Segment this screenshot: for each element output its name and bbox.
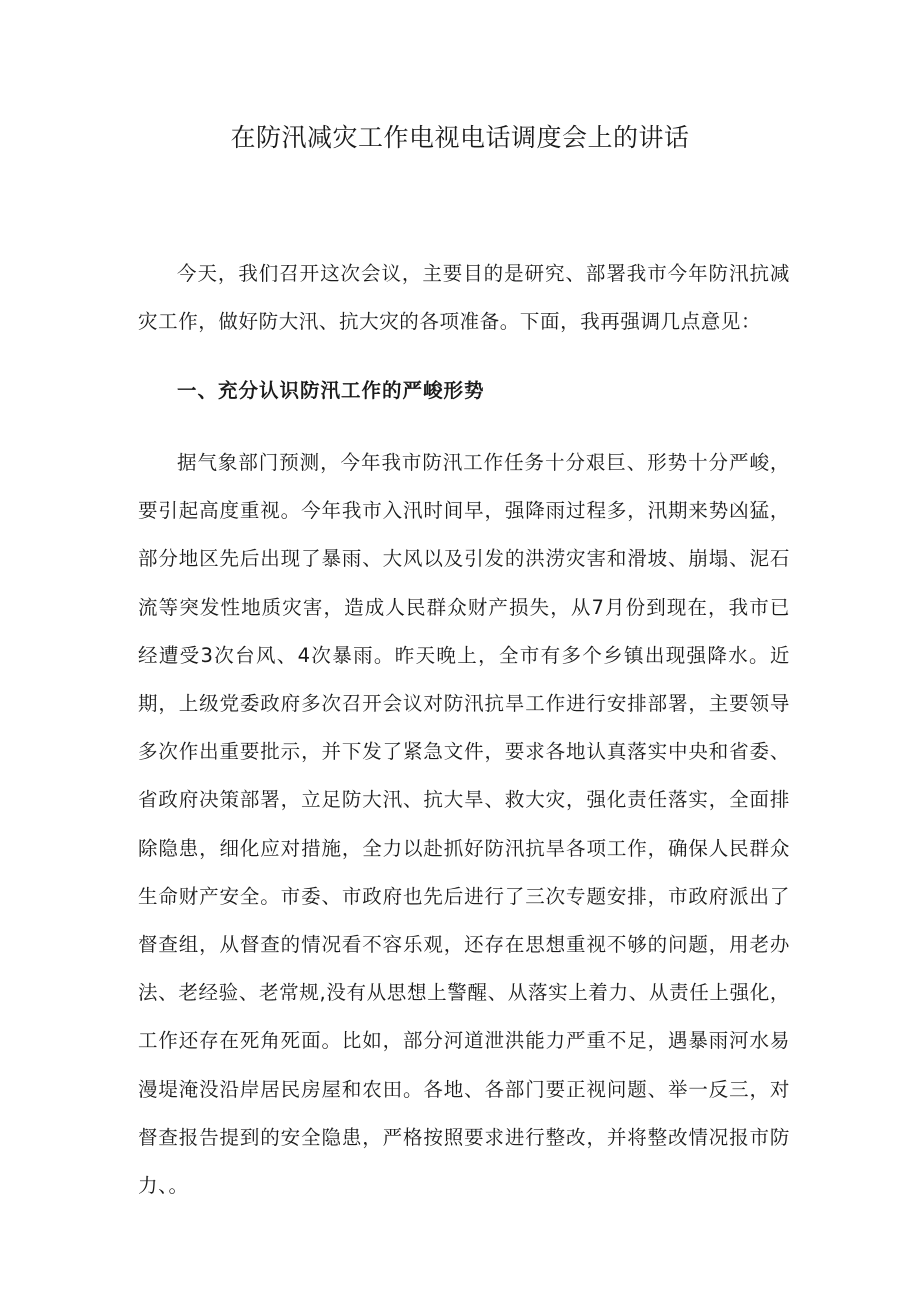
document-title: 在防汛减灾工作电视电话调度会上的讲话 <box>230 123 690 152</box>
section-1-paragraph: 据气象部门预测，今年我市防汛工作任务十分艰巨、形势十分严峻，要引起高度重视。今年我市入汛时间早，强降雨过程多，汛期来势凶猛，部分地区先后出现了暴雨、大风以及引发的洪涝灾害和滑坡、崩塌、泥石流等突发性地质灾害，造成人民群众财产损失，从7月份到现在，我市已经遭受3次台风、4次暴雨。昨天晚上，全市有多个乡镇出现强降水。近期，上级党委政府多次召开会议对防汛抗旱工作进行安排部署，主要领导多次作出重要批示，并下发了紧急文件，要求各地认真落实中央和省委、省政府决策部署，立足防大汛、抗大旱、救大灾，强化责任落实，全面排除隐患，细化应对措施，全力以赴抓好防汛抗旱各项工作，确保人民群众生命财产安全。市委、市政府也先后进行了三次专题安排，市政府派出了督查组，从督查的情况看不容乐观，还存在思想重视不够的问题，用老办法、老经验、老常规,没有从思想上警醒、从落实上着力、从责任上强化，工作还存在死角死面。比如，部分河道泄洪能力严重不足，遇暴雨河水易漫堤淹没沿岸居民房屋和农田。各地、各部门要正视问题、举一反三，对督查报告提到的安全隐患，严格按照要求进行整改，并将整改情况报市防力、。 <box>138 451 790 1198</box>
section-heading-1: 一、充分认识防汛工作的严峻形势 <box>177 379 485 402</box>
intro-paragraph: 今天，我们召开这次会议，主要目的是研究、部署我市今年防汛抗减灾工作，做好防大汛、抗大灾的各项准备。下面，我再强调几点意见： <box>138 262 790 334</box>
